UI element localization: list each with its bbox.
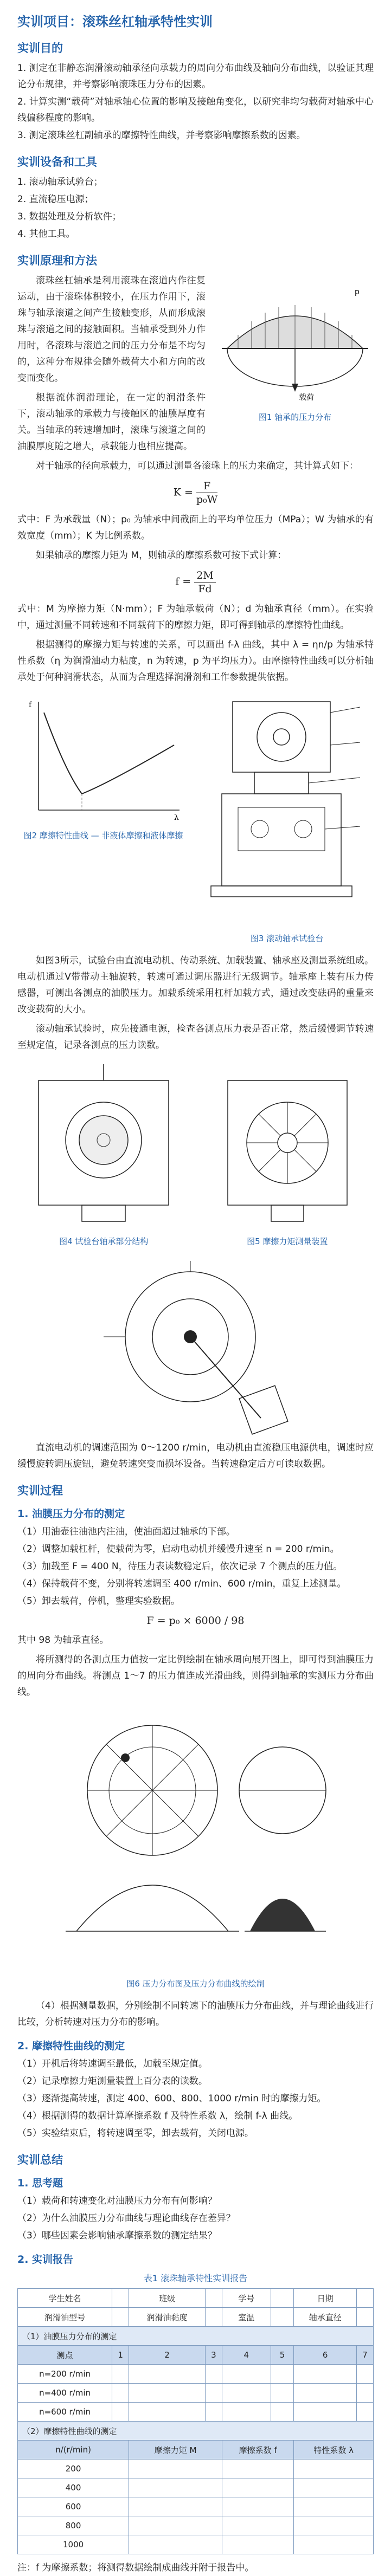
list-item: （3）逐渐提高转速，测定 400、600、800、1000 r/min 时的摩擦力矩。 xyxy=(17,2093,326,2104)
table-cell[interactable] xyxy=(222,2497,293,2516)
table-section-header: （2）摩擦特性曲线的测定 xyxy=(18,2422,374,2441)
table-row xyxy=(18,2460,374,2478)
table-cell[interactable] xyxy=(294,2516,374,2535)
table-header-row xyxy=(18,2346,374,2365)
column-header: n/(r/min) xyxy=(18,2441,129,2460)
formula-lhs: f = xyxy=(175,575,191,588)
paragraph: 如果轴承的摩擦力矩为 M，则轴承的摩擦系数可按下式计算： xyxy=(36,550,287,561)
table-cell[interactable] xyxy=(356,2308,373,2327)
figure-caption: 图3 滚动轴承试验台 xyxy=(250,934,324,943)
table-cell[interactable] xyxy=(112,2403,129,2422)
figure-3 xyxy=(200,691,374,953)
list-item: 4. 其他工具。 xyxy=(17,229,75,240)
table-cell[interactable] xyxy=(356,2384,373,2403)
table-cell[interactable] xyxy=(112,2308,129,2327)
paragraph: 式中：M 为摩擦力矩（N·mm）；F 为轴承载荷（N）；d 为轴承直径（mm）。在实验中，通过测量不同转速和不同载荷下的摩擦力矩，即可得到轴承的摩擦特性曲线。 xyxy=(17,604,374,631)
paragraph: 滚珠丝杠轴承是利用滚珠在滚道内作往复运动，由于滚珠体积较小，在压力作用下，滚珠与轴承滚道之间产生接触变形，从而形成滚珠与滚道之间的接触面积。当轴承受到外力作用时，各滚珠与滚道之间的压力分布是不均匀的，这种分布规律会随外载荷大小和方向的改变而变化。 xyxy=(17,275,206,384)
table-cell[interactable] xyxy=(271,2365,294,2384)
table-cell[interactable] xyxy=(129,2535,222,2554)
figure-1 xyxy=(216,273,374,431)
table-cell[interactable] xyxy=(205,2289,222,2308)
table-header-row xyxy=(18,2441,374,2460)
subsection-heading: 2. 实训报告 xyxy=(17,2254,74,2266)
column-header: 5 xyxy=(271,2346,294,2365)
table-cell[interactable] xyxy=(222,2478,293,2497)
paragraph: 直流电动机的调速范围为 0～1200 r/min，电动机由直流稳压电源供电，调速时应缓慢旋转调压旋钮，避免转速突变而损坏设备。当转速稳定后方可读取数据。 xyxy=(17,1442,374,1470)
table-cell: 400 xyxy=(18,2478,129,2497)
table-cell[interactable] xyxy=(271,2289,294,2308)
torque-measurement-diagram xyxy=(206,1059,369,1232)
table-section-header: （1）油膜压力分布的测定 xyxy=(18,2327,374,2346)
list-item: 2. 计算实测“载荷”对轴承轴心位置的影响及接触角变化，以研究非均匀载荷对轴承中心线偏移程度的影响。 xyxy=(17,96,374,124)
table-cell: 1000 xyxy=(18,2535,129,2554)
table-cell[interactable] xyxy=(129,2460,222,2478)
figure-4 xyxy=(17,1059,190,1255)
equipment-list xyxy=(17,174,374,242)
table-cell[interactable] xyxy=(294,2384,357,2403)
column-header: 特性系数 λ xyxy=(294,2441,374,2460)
table-cell[interactable] xyxy=(294,2535,374,2554)
section-heading-principle: 实训原理和方法 xyxy=(17,254,97,267)
paragraph: 式中：F 为承载量（N）；p₀ 为轴承中间截面上的平均单位压力（MPa）；W 为轴承的有效宽度（mm）；K 为比例系数。 xyxy=(17,514,374,541)
list-item: （3）哪些因素会影响轴承摩擦系数的测定结果？ xyxy=(17,2230,217,2241)
pressure-plot-diagram xyxy=(44,1704,348,1975)
table-cell[interactable] xyxy=(294,2460,374,2478)
list-item: （5）实验结束后，将转速调至零，卸去载荷，关闭电源。 xyxy=(17,2128,254,2139)
table-cell[interactable] xyxy=(271,2403,294,2422)
table-cell[interactable] xyxy=(294,2365,357,2384)
table-cell[interactable] xyxy=(356,2365,373,2384)
table-row xyxy=(18,2289,374,2308)
list-item: （4）保持载荷不变，分别将转速调至 400 r/min、600 r/min，重复上述测量。 xyxy=(17,1578,347,1589)
column-header: 摩擦系数 f xyxy=(222,2441,293,2460)
table-cell[interactable] xyxy=(112,2384,129,2403)
list-item: 1. 滚动轴承试验台； xyxy=(17,177,103,187)
steps-list-2 xyxy=(17,2056,374,2141)
column-header: 4 xyxy=(222,2346,271,2365)
section-heading-summary: 实训总结 xyxy=(17,2153,63,2166)
formula-load: F = p₀ × 6000 / 98 xyxy=(146,1615,245,1627)
questions-list xyxy=(17,2193,374,2244)
table-cell[interactable] xyxy=(129,2384,206,2403)
table-cell[interactable] xyxy=(129,2365,206,2384)
column-header: 6 xyxy=(294,2346,357,2365)
table-cell[interactable] xyxy=(356,2403,373,2422)
table-cell: 室温 xyxy=(222,2308,271,2327)
figure-caption: 图1 轴承的压力分布 xyxy=(258,412,332,422)
table-cell[interactable] xyxy=(356,2289,373,2308)
list-item: （1）载荷和转速变化对油膜压力分布有何影响？ xyxy=(17,2196,217,2206)
figures-2-3-row xyxy=(17,691,374,953)
section-heading-purpose: 实训目的 xyxy=(17,42,63,55)
table-title: 表1 滚珠轴承特性实训报告 xyxy=(143,2273,248,2283)
table-row xyxy=(18,2403,374,2422)
denominator: p₀W xyxy=(196,494,218,506)
table-row xyxy=(18,2535,374,2554)
list-item: （2）调整加载杠杆，使载荷为零，启动电动机并缓慢升速至 n = 200 r/min。 xyxy=(17,1544,339,1555)
table-cell: 学号 xyxy=(222,2289,271,2308)
paragraph: 根据测得的摩擦力矩与转速的关系，可以画出 f-λ 曲线，其中 λ = ηn/p 为轴承特性系数（η 为润滑油动力粘度，n 为转速，p 为平均压力）。由摩擦特性曲线可以分析轴承处于何种润滑状态，从而为合理选择润滑剂和工作参数提供依据。 xyxy=(17,639,374,683)
table-row xyxy=(18,2516,374,2535)
x-axis-label: λ xyxy=(174,813,179,822)
table-cell[interactable] xyxy=(222,2460,293,2478)
subsection-heading: 1. 思考题 xyxy=(17,2177,63,2189)
table-cell[interactable] xyxy=(205,2384,222,2403)
column-header: 1 xyxy=(112,2346,129,2365)
column-header: 2 xyxy=(129,2346,206,2365)
list-item: 1. 测定在非静态润滑滚动轴承径向承载力的周向分布曲线及轴向分布曲线，以验证其理论分布规律，并考察影响滚珠压力分布的因素。 xyxy=(17,63,374,90)
column-header: 摩擦力矩 M xyxy=(129,2441,222,2460)
figure-caption: 图4 试验台轴承部分结构 xyxy=(59,1237,149,1246)
fraction xyxy=(194,569,216,596)
figure-caption: 图6 压力分布图及压力分布曲线的绘制 xyxy=(126,1979,265,1989)
y-axis-label: f xyxy=(28,701,31,709)
list-item: 3. 测定滚珠丝杠副轴承的摩擦特性曲线，并考察影响摩擦系数的因素。 xyxy=(17,130,306,141)
table-cell[interactable] xyxy=(271,2384,294,2403)
pressure-distribution-diagram xyxy=(216,273,374,408)
formula-lhs: K = xyxy=(173,486,193,499)
table-row xyxy=(18,2384,374,2403)
table-cell: 学生姓名 xyxy=(18,2289,112,2308)
table-row xyxy=(18,2308,374,2327)
principle-row xyxy=(17,273,374,458)
bearing-structure-diagram xyxy=(22,1059,185,1232)
paragraph: 将所测得的各测点压力值按一定比例绘制在轴承周向展开图上，即可得到油膜压力的周向分布曲线。将测点 1～7 的压力值连成光滑曲线，则得到轴承的实测压力分布曲线。 xyxy=(17,1654,374,1698)
table-cell[interactable] xyxy=(222,2384,271,2403)
table-cell[interactable] xyxy=(129,2497,222,2516)
table-cell[interactable] xyxy=(205,2403,222,2422)
table-row xyxy=(18,2365,374,2384)
list-item: （1）用油壶往油池内注油，使油面超过轴承的下部。 xyxy=(17,1526,235,1537)
table-cell[interactable] xyxy=(112,2289,129,2308)
table-cell: 200 xyxy=(18,2460,129,2478)
numerator: 2M xyxy=(194,569,216,582)
table-row xyxy=(18,2327,374,2346)
loading-mechanism-diagram xyxy=(82,1255,310,1440)
fraction xyxy=(196,480,217,506)
table-cell[interactable] xyxy=(129,2516,222,2535)
denominator: Fd xyxy=(198,583,212,595)
friction-curve-diagram xyxy=(22,691,185,826)
paragraph: 对于轴承的径向承载力，可以通过测量各滚珠上的压力来确定，其计算式如下： xyxy=(36,461,358,471)
table-cell[interactable] xyxy=(294,2403,357,2422)
subsection-heading: 2. 摩擦特性曲线的测定 xyxy=(17,2040,125,2052)
table-cell: n=400 r/min xyxy=(18,2384,112,2403)
steps-list xyxy=(17,1524,374,1609)
paragraph: （4）根据测量数据，分别绘制不同转速下的油膜压力分布曲线，并与理论曲线进行比较，分析转速对压力分布的影响。 xyxy=(17,2001,374,2028)
column-header: 测点 xyxy=(18,2346,112,2365)
figures-4-5-row xyxy=(17,1059,374,1255)
figure-caption: 图2 摩擦特性曲线 — 非液体摩擦和液体摩擦 xyxy=(23,831,183,840)
list-item: 3. 数据处理及分析软件； xyxy=(17,211,121,222)
table-cell: n=200 r/min xyxy=(18,2365,112,2384)
list-item: （2）记录摩擦力矩测量装置上百分表的读数。 xyxy=(17,2076,208,2087)
list-item: （5）卸去载荷，停机，整理实验数据。 xyxy=(17,1596,180,1607)
list-item: （3）加载至 F = 400 N，待压力表读数稳定后，依次记录 7 个测点的压力值。 xyxy=(17,1561,343,1572)
table-row xyxy=(18,2497,374,2516)
table-cell: 润滑油黏度 xyxy=(129,2308,206,2327)
figure-5 xyxy=(201,1059,374,1255)
table-cell[interactable] xyxy=(222,2516,293,2535)
table-row xyxy=(18,2478,374,2497)
table-cell[interactable] xyxy=(294,2497,374,2516)
subsection-heading: 1. 油膜压力分布的测定 xyxy=(17,1508,125,1520)
table-cell[interactable] xyxy=(112,2365,129,2384)
table-cell[interactable] xyxy=(222,2535,293,2554)
pressure-label: p xyxy=(355,288,360,296)
table-cell[interactable] xyxy=(294,2478,374,2497)
list-item: （4）根据测得的数据计算摩擦系数 f 及特性系数 λ，绘制 f-λ 曲线。 xyxy=(17,2111,298,2121)
section-heading-steps: 实训过程 xyxy=(17,1484,63,1497)
list-item: 2. 直流稳压电源； xyxy=(17,194,94,205)
table-cell[interactable] xyxy=(129,2478,222,2497)
table-cell: 600 xyxy=(18,2497,129,2516)
table-cell[interactable] xyxy=(271,2308,294,2327)
table-cell: 班级 xyxy=(129,2289,206,2308)
table-cell[interactable] xyxy=(205,2308,222,2327)
numerator: F xyxy=(196,480,217,493)
footer-note: 注：f 为摩擦系数；将测得数据绘制成曲线并附于报告中。 xyxy=(17,2562,254,2573)
table-cell: 800 xyxy=(18,2516,129,2535)
load-label: 载荷 xyxy=(299,393,314,402)
table-cell[interactable] xyxy=(222,2403,271,2422)
principle-text xyxy=(17,273,206,458)
table-cell[interactable] xyxy=(205,2365,222,2384)
paragraph: 滚动轴承试验时，应先接通电源，检查各测点压力表是否正常，然后缓慢调节转速至规定值，记录各测点的压力读数。 xyxy=(17,1024,374,1051)
formula-f xyxy=(17,569,374,596)
table-cell: n=600 r/min xyxy=(18,2403,112,2422)
figure-2 xyxy=(17,691,189,850)
page-title: 实训项目：滚珠丝杠轴承特性实训 xyxy=(17,14,213,29)
paragraph: 其中 98 为轴承直径。 xyxy=(17,1635,109,1646)
table-cell[interactable] xyxy=(222,2365,271,2384)
list-item: （2）为什么油膜压力分布曲线与理论曲线存在差异？ xyxy=(17,2213,235,2224)
purpose-list xyxy=(17,60,374,144)
table-row xyxy=(18,2422,374,2441)
paragraph: 如图3所示，试验台由直流电动机、传动系统、加载装置、轴承座及测量系统组成。电动机通过V带带动主轴旋转，转速可通过调压器进行无级调节。轴承座上装有压力传感器，可测出各测点的油膜压力。加载系统采用杠杆加载方式，通过改变砝码的重量来改变载荷的大小。 xyxy=(17,955,374,1015)
table-cell[interactable] xyxy=(129,2403,206,2422)
report-table xyxy=(17,2288,374,2554)
table-cell: 日期 xyxy=(294,2289,357,2308)
table-cell: 润滑油型号 xyxy=(18,2308,112,2327)
formula-k xyxy=(17,480,374,506)
figure-caption: 图5 摩擦力矩测量装置 xyxy=(247,1237,328,1246)
list-item: （1）开机后将转速调至最低，加载至规定值。 xyxy=(17,2059,208,2069)
test-rig-diagram xyxy=(200,691,374,929)
column-header: 3 xyxy=(205,2346,222,2365)
paragraph: 根据流体润滑理论，在一定的润滑条件下，滚动轴承的承载力与接触区的油膜厚度有关。当轴承的转速增加时，滚珠与滚道之间的油膜厚度随之增大，承载能力也相应提高。 xyxy=(17,392,206,452)
table-cell: 轴承直径 xyxy=(294,2308,357,2327)
column-header: 7 xyxy=(356,2346,373,2365)
section-heading-equipment: 实训设备和工具 xyxy=(17,156,97,169)
